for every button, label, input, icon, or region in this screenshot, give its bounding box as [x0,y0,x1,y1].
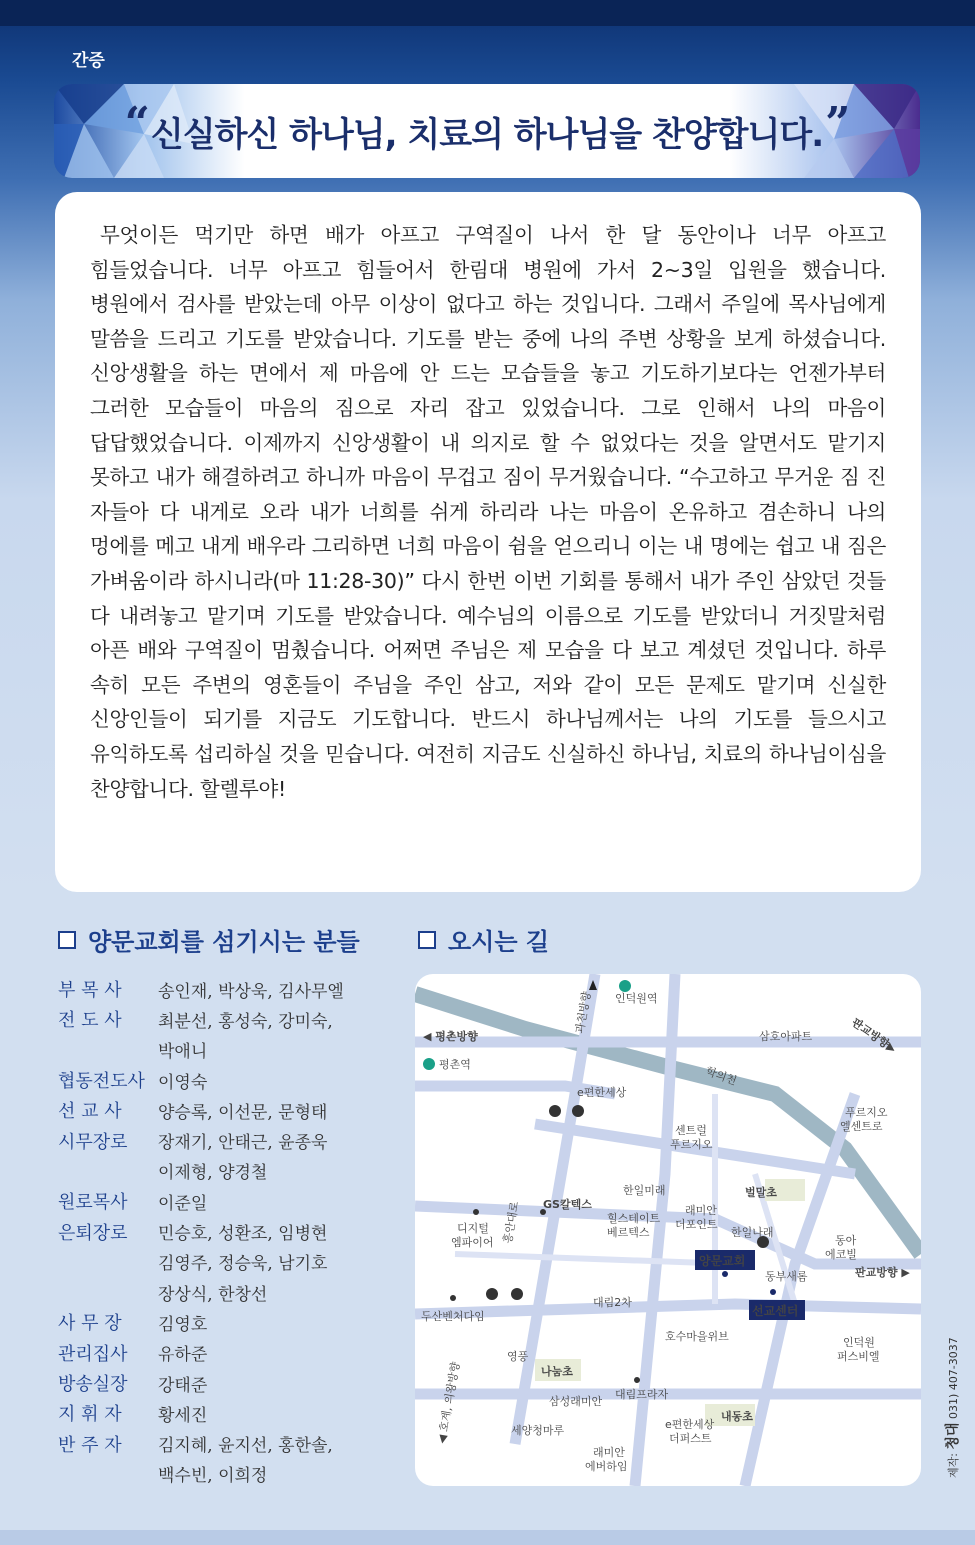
credit [942,1337,962,1478]
staff-row [58,1277,388,1307]
staff-role: 반 주 자 [58,1434,122,1456]
road-south [415,1304,921,1314]
staff-names: 백수빈, 이희정 [158,1466,268,1487]
bus-icon [511,1288,523,1300]
staff-names: 양승록, 이선문, 문형태 [158,1102,328,1123]
map-label: 호수마을위브 [665,1330,729,1343]
map-label: e편한세상 [577,1086,627,1099]
bus-icon [486,1288,498,1300]
map-label: 더포인트 [675,1218,718,1231]
staff-row [58,1216,388,1246]
directions-map [415,974,921,1486]
map-label: 영풍 [507,1350,529,1363]
story-card [55,192,921,892]
map-label: 엘센트로 [840,1120,883,1133]
road-east [745,1094,855,1486]
staff-names: 김영호 [158,1314,208,1335]
staff-names: 유하준 [158,1345,208,1366]
location-dot [634,1377,640,1383]
map-svg [415,974,921,1486]
location-dot [473,1209,479,1215]
map-label: 센트럴 [675,1124,707,1137]
staff-role: 원로목사 [58,1192,128,1214]
staff-names: 장상식, 한창선 [158,1284,268,1305]
map-label: 힐스테이트 [607,1212,661,1225]
checkbox-square-icon [418,931,436,949]
staff-role: 협동전도사 [58,1071,145,1093]
map-label: 세양청마루 [511,1424,565,1437]
staff-row [58,1095,388,1125]
map-label: 동아 [835,1234,857,1247]
title-banner [54,84,920,178]
title-text: 신실하신 하나님, 치료의 하나님을 찬양합니다. [150,114,824,155]
staff-row [58,1156,388,1186]
staff-row [58,1247,388,1277]
bottom-band [0,1530,975,1545]
map-label: 대림2차 [593,1296,632,1309]
map-label: 한일나래 [731,1226,774,1239]
staff-names: 김지혜, 윤지선, 홍한솔, [158,1436,333,1457]
staff-row [58,1307,388,1337]
story-title [54,84,920,178]
credit-prefix: 제작: [947,1453,960,1478]
staff-row [58,1035,388,1065]
staff-row [58,1459,388,1489]
staff-row [58,1004,388,1034]
map-label: 두산벤처다임 [421,1310,485,1323]
directions-heading [418,922,549,957]
section-label: 간증 [72,51,105,71]
center-dot [770,1289,776,1295]
staff-row [58,1428,388,1458]
staff-names: 민승호, 성환조, 임병현 [158,1224,328,1245]
staff-role: 관리집사 [58,1343,128,1365]
map-label: 래미안 [685,1204,717,1217]
staff-role: 방송실장 [58,1374,128,1395]
bus-icon [572,1105,584,1117]
station-icon [423,1058,435,1070]
staff-role: 시무장로 [58,1131,128,1153]
close-quote: ” [825,97,850,149]
map-label: 인덕원 [843,1336,875,1349]
map-label: 선교센터 [752,1304,799,1318]
staff-names: 이영숙 [158,1072,208,1093]
map-label: 한일미래 [623,1184,666,1197]
map-label: 더퍼스트 [669,1432,712,1445]
location-dot [450,1295,456,1301]
staff-row [58,1338,388,1368]
staff-row [58,1398,388,1428]
map-label: 삼호아파트 [759,1030,813,1043]
story-body: 무엇이든 먹기만 하면 배가 아프고 구역질이 나서 한 달 동안이나 너무 아프고 힘들었습니다. 너무 아프고 힘들어서 한림대 병원에 가서 2~3일 입원을 했습니다. 병원에서 검사를 받았는데 아무 이상이 없다고 하는 것입니다. 그래서 주일에 목사님에게 말씀을 드리고 기도를 받았습니다. 기도를 받는 중에 나의 주변 상황을 보게 하셨습니다. 신앙생활을 하는 면에서 제 마음에 안 드는 모습들을 놓고 기도하기보다는 언젠가부터 그러한 모습들이 마음의 짐으로 자리 잡고 있었습니다. 그로 인해서 나의 마음이 답답했었습니다. 이제까지 신앙생활이 내 의지로 할 수 없었다는 것을 알면서도 맡기지 못하고 내가 해결하려고 하니까 마음이 무겁고 짐이 무거웠습니다. “수고하고 무거운 짐 진 자들아 다 내게로 오라 내가 너희를 쉬게 하리라 나는 마음이 온유하고 겸손하니 나의 멍에를 메고 내게 배우라 그리하면 너희 마음이 쉼을 얻으리니 이는 내 명에는 쉽고 내 짐은 가벼움이라 하시니라(마 11:28-30)” 다시 한번 이번 기회를 통해서 내가 주인 삼았던 것들 다 내려놓고 맡기며 기도를 받았습니다. 예수님의 이름으로 기도를 받았더니 거짓말처럼 아픈 배와 구역질이 멈췄습니다. 어쩌면 주님은 제 모습을 다 보고 계셨던 것입니다. 하루 속히 모든 주변의 영혼들이 주님을 주인 삼고, 저와 같이 모든 문제도 맡기며 신실한 신앙인들이 되기를 지금도 기도합니다. 반드시 하나님께서는 나의 기도를 들으시고 유익하도록 섭리하실 것을 믿습니다. 여전히 지금도 신실하신 하나님, 치료의 하나님이심을 찬양합니다. 할렐루야! [90,223,886,801]
map-label: e편한세상 [665,1418,715,1431]
staff-role: 지 휘 자 [58,1404,122,1426]
credit-phone: 031) 407-3037 [947,1337,960,1419]
map-label: 판교방향▶ [849,1015,899,1056]
station-icon [619,980,631,992]
staff-row [58,1065,388,1095]
staff-role: 은퇴장로 [58,1222,128,1244]
map-label: 삼성래미안 [549,1395,603,1408]
staff-role: 사 무 장 [58,1313,122,1335]
open-quote: “ [124,97,149,149]
staff-role: 부 목 사 [58,980,122,1002]
map-label: 평촌역 [439,1058,471,1071]
staff-role: 선 교 사 [58,1101,122,1123]
map-label: 인덕원역 [615,992,658,1005]
map-label: 나눔초 [541,1365,573,1378]
map-label: 학의천 [703,1064,739,1088]
map-label: 내동초 [721,1410,753,1423]
map-label: 푸르지오 [670,1138,713,1151]
map-label: 양문교회 [699,1254,746,1268]
staff-heading-text: 양문교회를 섬기시는 분들 [88,928,360,956]
staff-names: 최분선, 홍성숙, 강미숙, [158,1011,333,1032]
staff-row [58,1125,388,1155]
road-minor-3 [455,1254,735,1264]
map-label: 과천방향 [573,990,594,1035]
staff-names: 장재기, 안태근, 윤종욱 [158,1133,328,1154]
staff-heading [58,922,360,957]
map-label: 판교방향 ▶ [855,1266,910,1279]
map-label: 퍼스비엘 [837,1350,880,1363]
staff-row [58,1186,388,1216]
staff-row [58,974,388,1004]
map-label: 엠파이어 [451,1236,494,1249]
top-band [0,0,975,26]
map-label: 에코빌 [825,1248,857,1261]
staff-names: 이제형, 양경철 [158,1163,268,1184]
map-label: 푸르지오 [845,1106,888,1119]
map-label: 동부새롬 [765,1270,808,1283]
staff-names: 김영주, 정승욱, 남기호 [158,1254,328,1275]
map-label: 래미안 [593,1446,625,1459]
map-label: 벌말초 [745,1186,777,1199]
bus-icon [549,1105,561,1117]
map-label: 베르텍스 [607,1226,650,1239]
staff-names: 송인재, 박상욱, 김사무엘 [158,981,344,1002]
credit-brand: 청대 [945,1422,961,1450]
staff-list [58,974,388,1489]
map-label: 디지털 [457,1222,489,1235]
staff-names: 박애니 [158,1042,208,1063]
map-label: ◀ 호계, 의왕방향 [435,1360,463,1445]
staff-names: 황세진 [158,1405,208,1426]
map-label: ◀ 평촌방향 [423,1030,478,1043]
directions-heading-text: 오시는 길 [448,928,550,956]
map-label: 대림프라자 [615,1388,669,1401]
map-label: 에버하임 [585,1460,628,1473]
staff-names: 이준일 [158,1193,208,1214]
church-dot [722,1271,728,1277]
checkbox-square-icon [58,931,76,949]
map-label: GS칼텍스 [543,1198,592,1211]
map-label: 흥안대로 [501,1200,522,1245]
staff-role: 전 도 사 [58,1010,122,1032]
staff-row [58,1368,388,1398]
staff-names: 강태준 [158,1375,208,1396]
